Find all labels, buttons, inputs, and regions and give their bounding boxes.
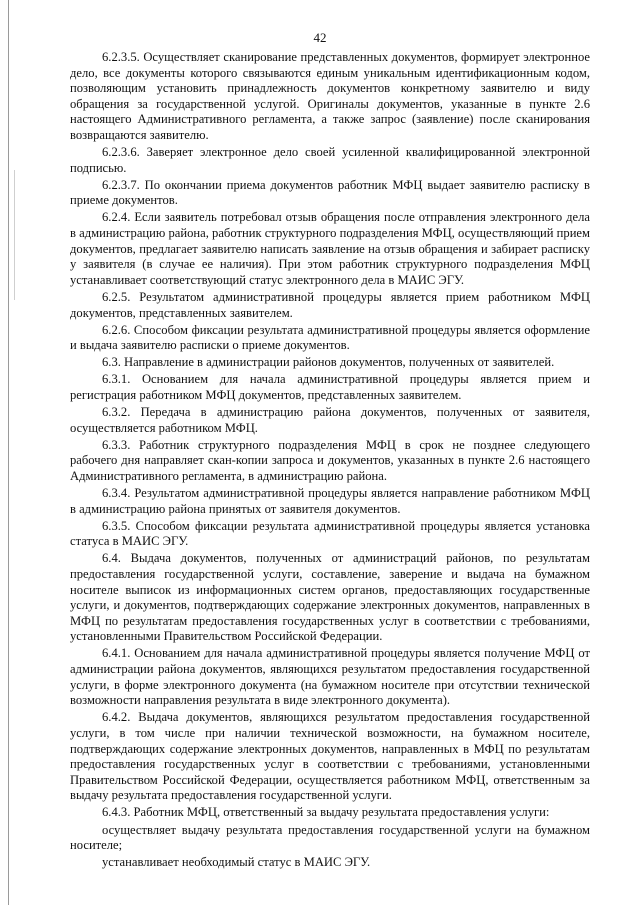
paragraph-6-2-3-7: 6.2.3.7. По окончании приема документов работник МФЦ выдает заявителю расписку в приеме документов. — [70, 177, 590, 208]
page-number: 42 — [313, 30, 327, 45]
paragraph-6-3-2: 6.3.2. Передача в администрацию района документов, полученных от заявителя, осуществляется работником МФЦ. — [70, 405, 590, 435]
paragraph-6-3-3: 6.3.3. Работник структурного подразделения МФЦ в срок не позднее следующего рабочего дня направляет скан-копии запроса и документов, указанных в пункте 2.6 настоящего Административного регламента, в администрацию района. — [70, 437, 590, 483]
paragraph-6-3-1: 6.3.1. Основанием для начала административной процедуры является прием и регистрация работником МФЦ документов, представленных заявителем. — [70, 372, 590, 402]
paragraph-6-3-4: 6.3.4. Результатом административной процедуры является направление работником МФЦ в администрацию района принятых от заявителя документов. — [70, 486, 590, 516]
list-item-issue-result: осуществляет выдачу результата предоставления государственной услуги на бумажном носителе; — [70, 822, 590, 853]
paragraph-6-4: 6.4. Выдача документов, полученных от администраций районов, по результатам предоставления государственной услуги, составление, заверение и выдача на бумажном носителе выписок из информационных систем органов, предоставляющих государственные услуги, и документов, подтверждающих содержание электронных документов, направленных в МФЦ по результатам предоставления государственных услуг в соответствии с требованиями, установленными Правительством Российской Федерации. — [70, 551, 590, 644]
paragraph-6-2-3-5: 6.2.3.5. Осуществляет сканирование представленных документов, формирует электронное дело, все документы которого связываются единым уникальным идентификационным кодом, позволяющим установить принадлежность документов конкретному заявителю и виду обращения за государственной услугой. Оригиналы документов, указанные в пункте 2.6 настоящего Административного регламента, а также запрос (заявление) после сканирования возвращаются заявителю. — [70, 50, 590, 142]
paragraph-6-3-5: 6.3.5. Способом фиксации результата административной процедуры является установка статуса в МАИС ЭГУ. — [70, 518, 590, 549]
paragraph-6-2-4: 6.2.4. Если заявитель потребовал отзыв обращения после отправления электронного дела в администрацию района, работник структурного подразделения МФЦ, осуществляющий прием документов, предлагает заявителю написать заявление на отзыв обращения и забирает расписку у заявителя (в случае ее наличия). При этом работник структурного подразделения МФЦ устанавливает соответствующий статус электронного дела в МАИС ЭГУ. — [70, 210, 590, 287]
scan-edge-mark — [14, 170, 15, 300]
paragraph-6-4-2: 6.4.2. Выдача документов, являющихся результатом предоставления государственной услуги, в том числе при наличии технической возможности, на бумажном носителе, подтверждающих содержание электронных документов, направленных в МФЦ по результатам предоставления государственных услуг в соответствии с требованиями, установленными Правительством Российской Федерации, осуществляется работником МФЦ, ответственным за выдачу результата предоставления государственной услуги. — [70, 710, 590, 803]
paragraph-6-2-3-6: 6.2.3.6. Заверяет электронное дело своей усиленной квалифицированной электронной подписью. — [70, 145, 590, 175]
paragraph-6-2-6: 6.2.6. Способом фиксации результата административной процедуры является оформление и выдача заявителю расписки о приеме документов. — [70, 322, 590, 353]
document-body — [70, 50, 590, 872]
paragraph-6-2-5: 6.2.5. Результатом административной процедуры является прием работником МФЦ документов, представленных заявителем. — [70, 289, 590, 320]
scan-edge-line — [8, 0, 9, 905]
paragraph-6-4-1: 6.4.1. Основанием для начала административной процедуры является получение МФЦ от администрации района документов, являющихся результатом предоставления государственной услуги, в форме электронного документа (на бумажном носителе при отсутствии технической возможности направления результата в виде электронного документа). — [70, 646, 590, 708]
paragraph-6-4-3: 6.4.3. Работник МФЦ, ответственный за выдачу результата предоставления услуги: — [102, 805, 550, 820]
list-item-set-status: устанавливает необходимый статус в МАИС ЭГУ. — [102, 855, 371, 870]
paragraph-6-3: 6.3. Направление в администрации районов документов, полученных от заявителей. — [102, 355, 555, 370]
